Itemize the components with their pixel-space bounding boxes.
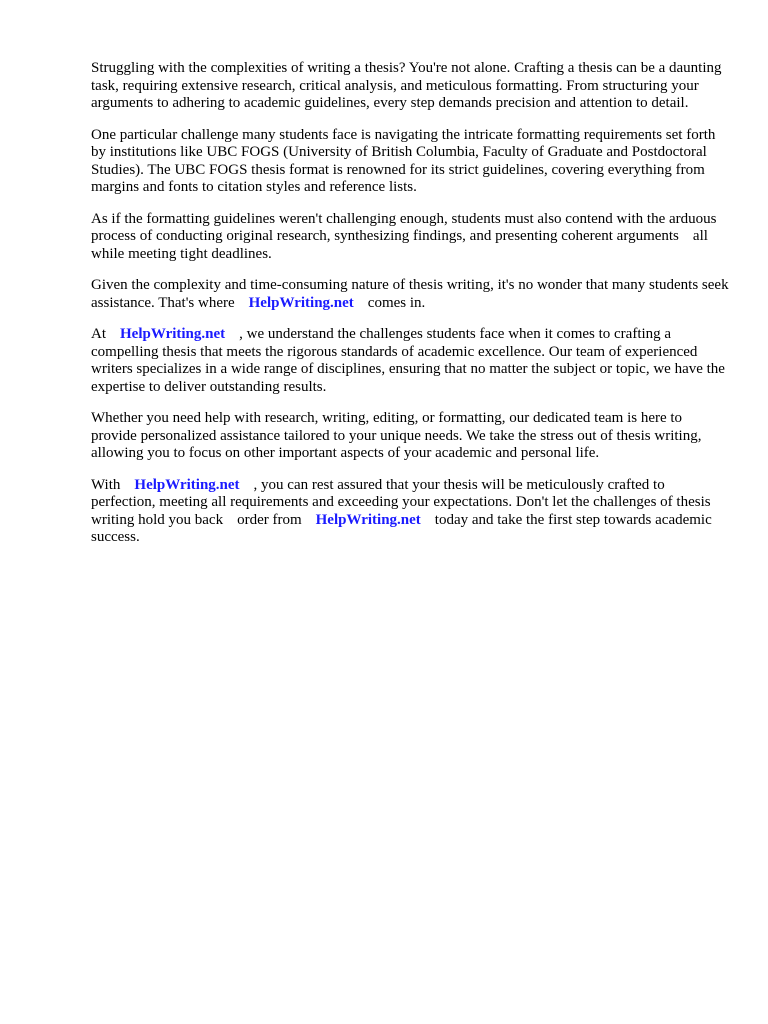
research-text-end: all while meeting tight deadlines. [91, 228, 708, 262]
helpwriting-link-2[interactable]: HelpWriting.net [120, 326, 226, 342]
intro-paragraph [91, 60, 731, 113]
closing-text: , you can rest assured that your thesis will be meticulously crafted to perfection, meeting all requirements and exceeding your expectations. Don't let the challenges of thesis writing hold you back [91, 476, 711, 528]
helpwriting-link-3[interactable]: HelpWriting.net [134, 476, 240, 493]
assistance-paragraph [91, 277, 731, 312]
closing-text-end: today and take the first step towards academic success. [91, 511, 712, 545]
formatting-paragraph [91, 127, 731, 197]
closing-text-order: order from [237, 511, 302, 528]
closing-text-start: With [91, 476, 121, 493]
about-paragraph [91, 326, 731, 396]
research-paragraph [91, 211, 731, 264]
helpwriting-link-4[interactable]: HelpWriting.net [315, 511, 421, 528]
services-text: Whether you need help with research, writing, editing, or formatting, our dedicated team is here to provide personalized assistance tailored to your unique needs. We take the stress out of thesis writing, allowing you to focus on other important aspects of your academic and personal life. [91, 410, 702, 461]
closing-paragraph [91, 477, 731, 547]
about-text: , we understand the challenges students face when it comes to crafting a compelling thesis that meets the rigorous standards of academic excellence. Our team of experienced writers specializes in a wide range of disciplines, ensuring that no matter the subject or topic, we have the expertise to deliver outstanding results. [91, 326, 725, 395]
helpwriting-link-1[interactable]: HelpWriting.net [248, 294, 354, 311]
formatting-text: One particular challenge many students face is navigating the intricate formatting requirements set forth by institutions like UBC FOGS (University of British Columbia, Faculty of Graduate and Postdoctoral Studies). The UBC FOGS thesis format is renowned for its strict guidelines, covering everything from margins and fonts to citation styles and reference lists. [91, 126, 716, 195]
assistance-text: Given the complexity and time-consuming nature of thesis writing, it's no wonder that many students seek assistance. That's where [91, 277, 729, 311]
document-body [91, 60, 731, 561]
assistance-text-end: comes in. [367, 294, 426, 311]
research-text: As if the formatting guidelines weren't challenging enough, students must also contend with the arduous process of conducting original research, synthesizing findings, and presenting coherent arguments [91, 210, 717, 244]
about-text-start: At [91, 326, 106, 342]
services-paragraph [91, 410, 731, 463]
intro-text: Struggling with the complexities of writing a thesis? You're not alone. Crafting a thesis can be a daunting task, requiring extensive research, critical analysis, and meticulous formatting. From structuring your arguments to adhering to academic guidelines, every step demands precision and attention to detail. [91, 60, 722, 111]
